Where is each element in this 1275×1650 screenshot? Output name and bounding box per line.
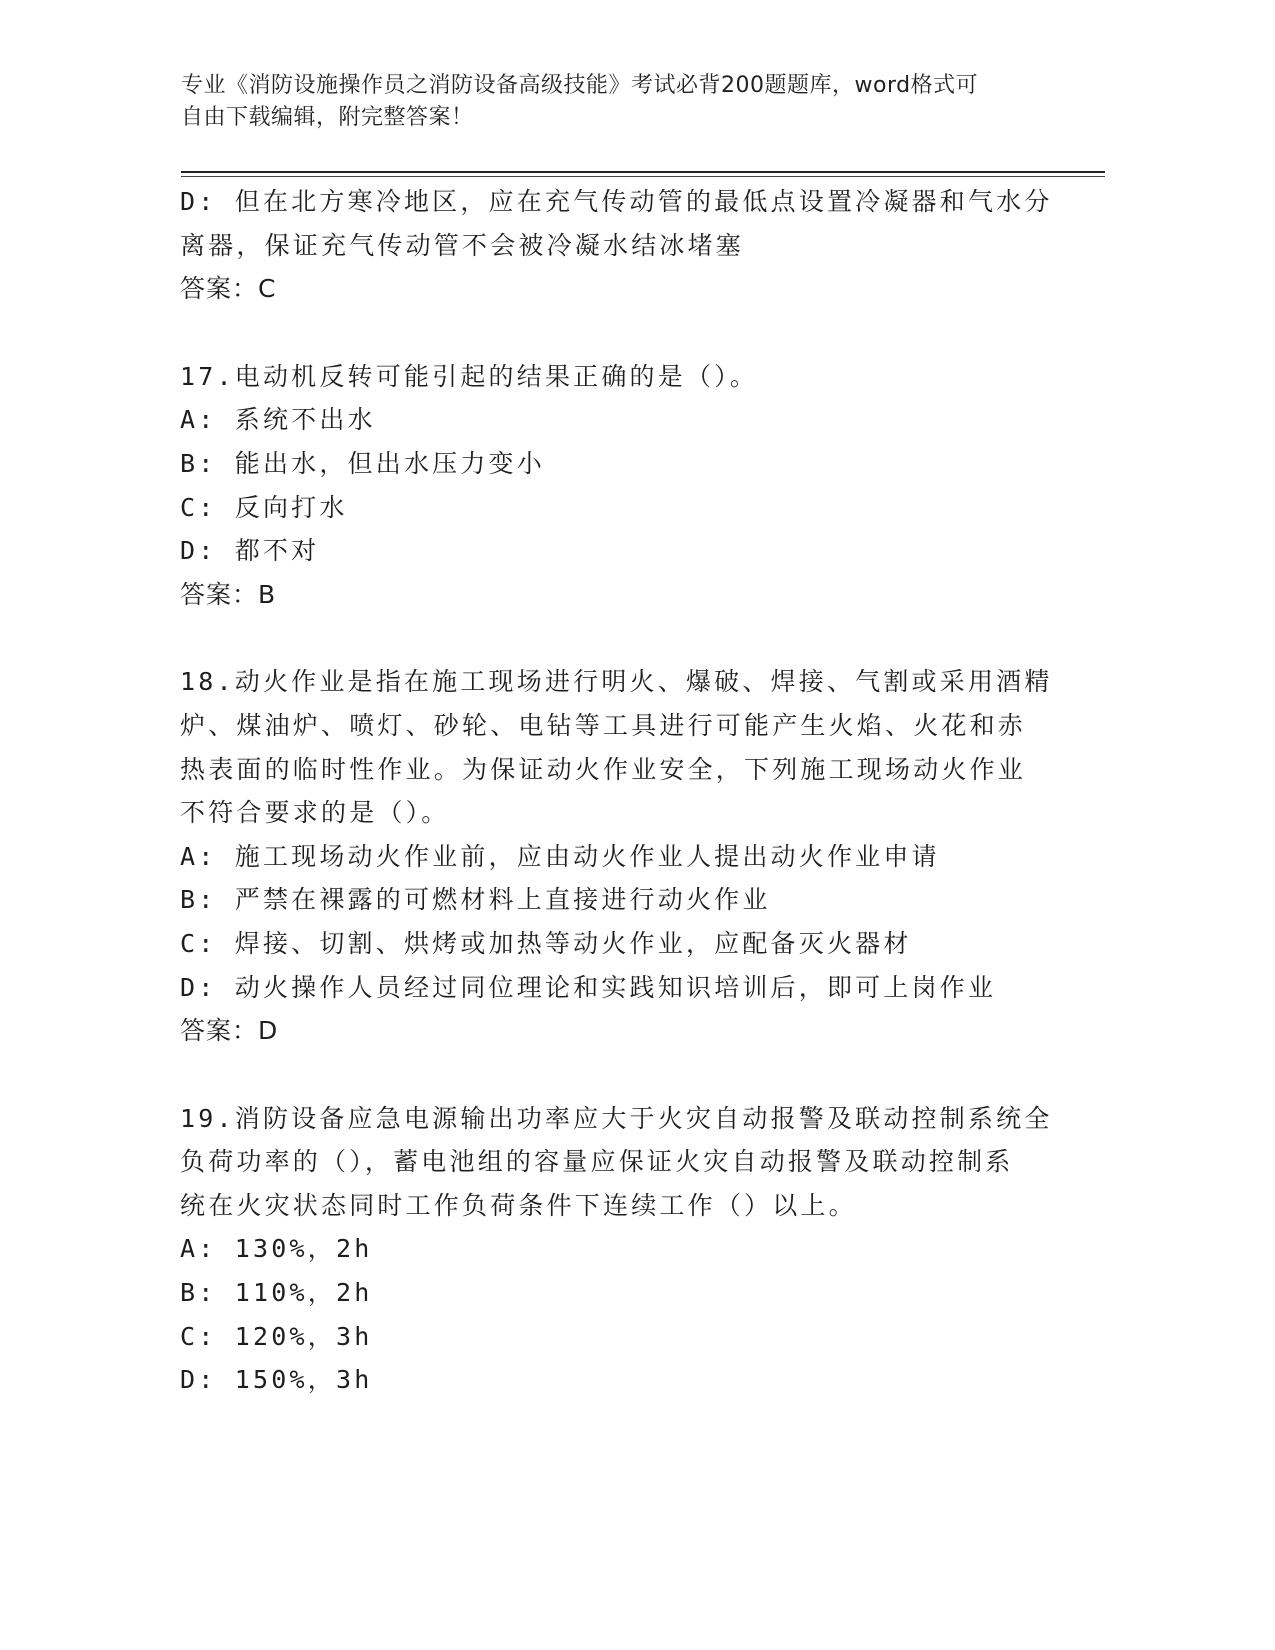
spacer bbox=[180, 311, 1040, 355]
question-stem: 17.电动机反转可能引起的结果正确的是（）。 bbox=[180, 361, 759, 391]
option-d: D: 都不对 bbox=[180, 536, 320, 566]
answer-line: 答案：D bbox=[180, 1016, 279, 1046]
option-a: A: 系统不出水 bbox=[180, 405, 376, 435]
question-17 bbox=[180, 355, 1040, 617]
option-b: B: 严禁在裸露的可燃材料上直接进行动火作业 bbox=[180, 885, 771, 915]
question-content bbox=[180, 180, 1053, 1402]
document-header bbox=[181, 70, 1051, 134]
header-line-1: 专业《消防设施操作员之消防设备高级技能》考试必背200题题库，word格式可 bbox=[181, 73, 979, 98]
option-d: D: 动火操作人员经过同位理论和实践知识培训后，即可上岗作业 bbox=[180, 972, 997, 1002]
question-19 bbox=[180, 1097, 1053, 1402]
question-stem-line: 19.消防设备应急电源输出功率应大于火灾自动报警及联动控制系统全 bbox=[180, 1103, 1053, 1133]
question-stem-line: 不符合要求的是（）。 bbox=[180, 798, 450, 828]
question-stem-line: 热表面的临时性作业。为保证动火作业安全，下列施工现场动火作业 bbox=[180, 754, 1027, 784]
spacer bbox=[180, 1053, 1040, 1097]
question-stem-line: 18.动火作业是指在施工现场进行明火、爆破、焊接、气割或采用酒精 bbox=[180, 667, 1053, 697]
header-divider-thin bbox=[181, 176, 1105, 177]
option-a: A: 施工现场动火作业前，应由动火作业人提出动火作业申请 bbox=[180, 841, 940, 871]
option-a: A: 130%，2h bbox=[180, 1234, 373, 1264]
option-b: B: 110%，2h bbox=[180, 1278, 373, 1308]
question-stem-line: 炉、煤油炉、喷灯、砂轮、电钻等工具进行可能产生火焰、火花和赤 bbox=[180, 710, 1027, 740]
option-c: C: 反向打水 bbox=[180, 492, 348, 522]
option-d: D: 但在北方寒冷地区，应在充气传动管的最低点设置冷凝器和气水分 bbox=[180, 187, 1053, 216]
option-d-continued: 离器，保证充气传动管不会被冷凝水结冰堵塞 bbox=[180, 230, 745, 260]
header-divider-thick bbox=[181, 171, 1105, 173]
question-18 bbox=[180, 660, 1053, 1052]
answer-line: 答案：B bbox=[180, 579, 277, 609]
header-line-2: 自由下载编辑，附完整答案！ bbox=[181, 105, 474, 130]
option-c: C: 焊接、切割、烘烤或加热等动火作业，应配备灭火器材 bbox=[180, 928, 912, 958]
question-stem-line: 负荷功率的（），蓄电池组的容量应保证火灾自动报警及联动控制系 bbox=[180, 1147, 1014, 1177]
spacer bbox=[180, 616, 1040, 660]
question-stem-line: 统在火灾状态同时工作负荷条件下连续工作（）以上。 bbox=[180, 1190, 857, 1220]
option-c: C: 120%，3h bbox=[180, 1321, 373, 1351]
previous-question-tail bbox=[180, 180, 1053, 311]
answer-line: 答案：C bbox=[180, 274, 277, 304]
option-d: D: 150%，3h bbox=[180, 1365, 373, 1395]
option-b: B: 能出水，但出水压力变小 bbox=[180, 448, 545, 478]
